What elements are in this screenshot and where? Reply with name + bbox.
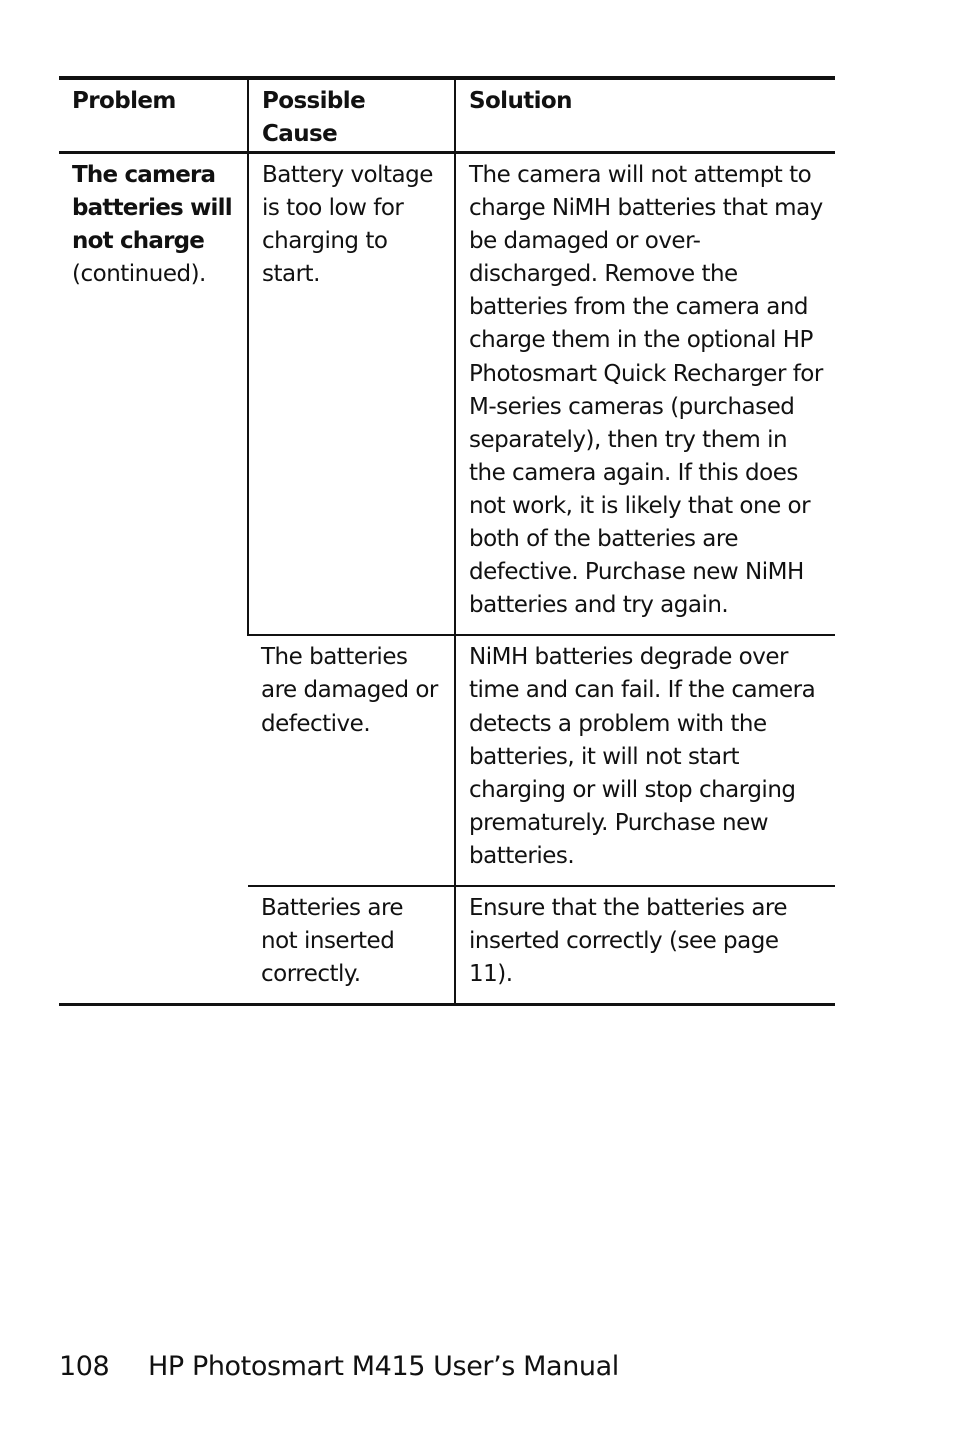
troubleshooting-table [59, 76, 835, 1006]
table-header [59, 78, 835, 153]
table-row [59, 153, 835, 636]
header-row [59, 78, 835, 153]
page-number: 108 [59, 1351, 110, 1382]
manual-title: HP Photosmart M415 User’s Manual [148, 1351, 619, 1382]
problem-title: The camera batteries will not charge [72, 162, 232, 255]
problem-continued-note: (continued). [72, 261, 206, 288]
solution-cell: The camera will not attempt to charge NiMH batteries that may be damaged or over-discharged. Remove the batteries from the camera and charge them in the optional HP Photosmart Quick Recharger for M-series cameras (purchased separately), then try them in the camera again. If this does not work, it is likely that one or both of the batteries are defective. Purchase new NiMH batteries and try again. [455, 153, 835, 636]
cause-cell: The batteries are damaged or defective. [248, 635, 455, 886]
cause-cell: Batteries are not inserted correctly. [248, 886, 455, 1005]
header-problem: Problem [72, 88, 176, 114]
table-body [59, 153, 835, 1005]
page-footer [59, 1347, 619, 1387]
problem-cell [59, 153, 248, 1005]
header-solution: Solution [455, 78, 835, 153]
cause-cell: Battery voltage is too low for charging to start. [248, 153, 455, 636]
solution-cell: NiMH batteries degrade over time and can fail. If the camera detects a problem with the batteries, it will not start charging or will stop charging prematurely. Purchase new batteries. [455, 635, 835, 886]
troubleshooting-table-container [59, 76, 835, 1006]
solution-cell: Ensure that the batteries are inserted correctly (see page 11). [455, 886, 835, 1005]
header-possible-cause: Possible Cause [248, 78, 455, 153]
